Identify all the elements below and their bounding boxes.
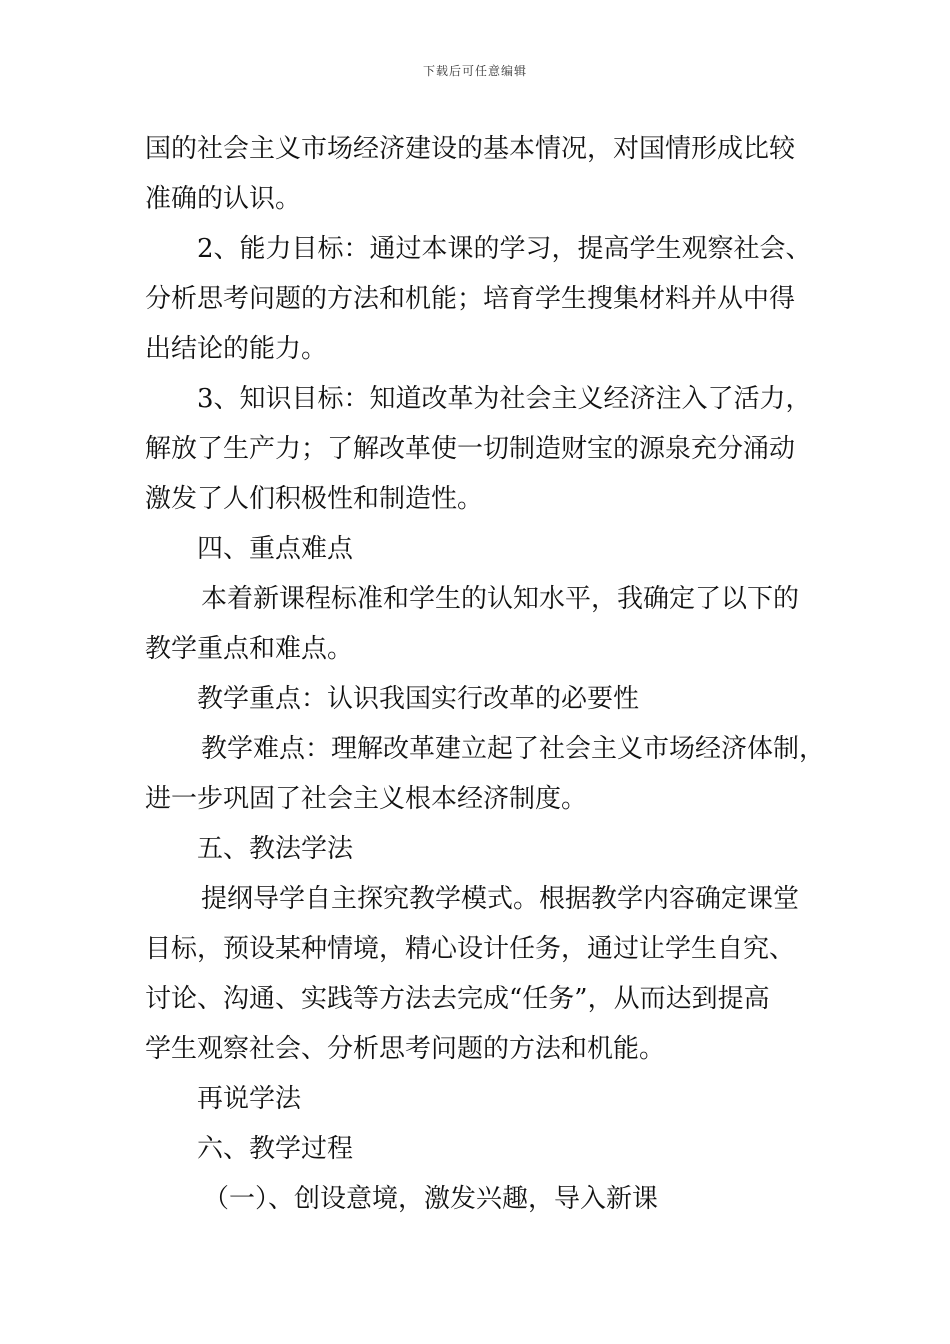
paragraph-line: 国的社会主义市场经济建设的基本情况，对国情形成比较 xyxy=(145,134,796,164)
document-body xyxy=(145,124,826,1224)
section-heading: 再说学法 xyxy=(197,1084,302,1114)
paragraph-line: 讨论、沟通、实践等方法去完成“任务”，从而达到提高 xyxy=(145,984,770,1014)
subsection-heading: （一）、创设意境，激发兴趣，导入新课 xyxy=(203,1184,659,1214)
section-heading: 五、教法学法 xyxy=(197,834,354,864)
paragraph-line: 目标，预设某种情境，精心设计任务，通过让学生自究、 xyxy=(145,934,796,964)
paragraph-line: 提纲导学自主探究教学模式。根据教学内容确定课堂 xyxy=(201,884,800,914)
paragraph-line: 解放了生产力；了解改革使一切制造财宝的源泉充分涌动 xyxy=(145,434,796,464)
paragraph-line: 出结论的能力。 xyxy=(145,334,328,364)
paragraph-line: 教学重点：认识我国实行改革的必要性 xyxy=(197,684,640,714)
paragraph-line: 准确的认识。 xyxy=(145,184,302,214)
paragraph-line: 教学重点和难点。 xyxy=(145,634,354,664)
paragraph-line: 教学难点：理解改革建立起了社会主义市场经济体制， xyxy=(201,734,826,764)
section-heading: 四、重点难点 xyxy=(197,534,354,564)
section-heading: 六、教学过程 xyxy=(197,1134,354,1164)
paragraph-line: 本着新课程标准和学生的认知水平，我确定了以下的 xyxy=(201,584,800,614)
header-note: 下载后可任意编辑 xyxy=(422,64,527,78)
paragraph-line: 2、能力目标：通过本课的学习，提高学生观察社会、 xyxy=(197,234,812,264)
paragraph-line: 3、知识目标：知道改革为社会主义经济注入了活力， xyxy=(197,384,812,414)
paragraph-line: 进一步巩固了社会主义根本经济制度。 xyxy=(145,784,588,814)
paragraph-line: 分析思考问题的方法和机能；培育学生搜集材料并从中得 xyxy=(145,284,796,314)
paragraph-line: 学生观察社会、分析思考问题的方法和机能。 xyxy=(145,1034,666,1064)
paragraph-line: 激发了人们积极性和制造性。 xyxy=(145,484,484,514)
